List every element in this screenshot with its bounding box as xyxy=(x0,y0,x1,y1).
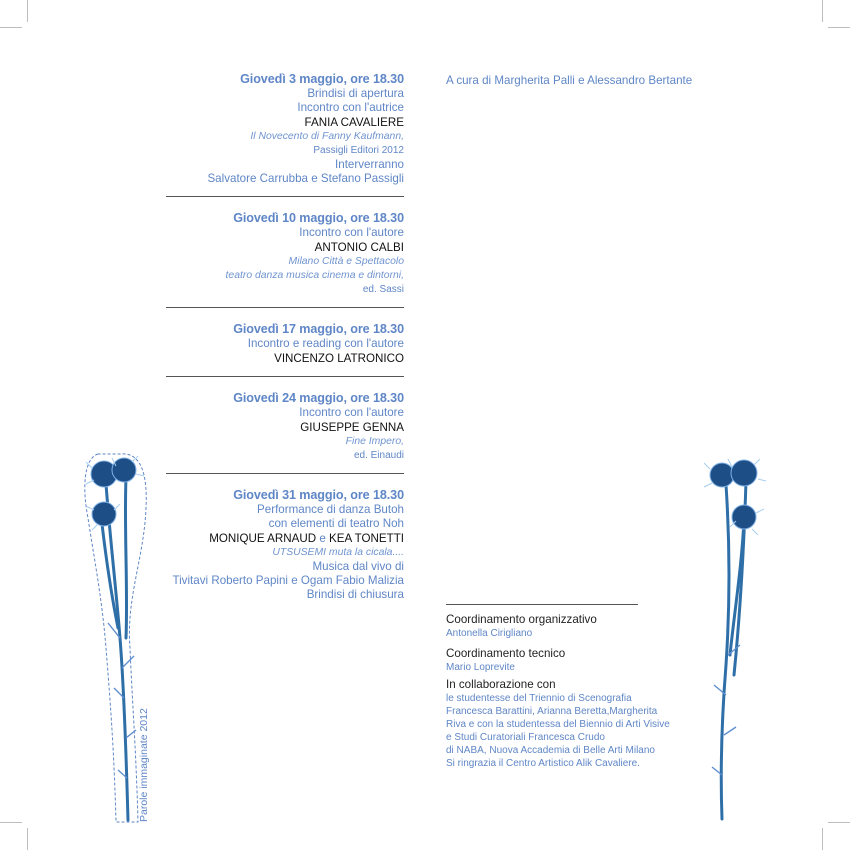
credits-value: Antonella Cirigliano xyxy=(446,628,533,639)
event-separator xyxy=(166,376,404,377)
event-block xyxy=(150,72,404,186)
event-line: ed. Sassi xyxy=(362,284,404,295)
event-line: Incontro con l'autore xyxy=(299,406,404,419)
credits-heading: Coordinamento organizzativo xyxy=(446,613,597,626)
collab-line: Francesca Barattini, Arianna Beretta,Margherita xyxy=(446,706,658,717)
thistle-illustration-left xyxy=(80,448,150,828)
event-line: Milano Città e Spettacolo xyxy=(288,256,404,267)
events-list xyxy=(150,72,404,474)
event-line: Interverranno xyxy=(335,158,404,171)
event-line: con elementi di teatro Noh xyxy=(268,517,404,530)
event-musicians: Tivitavi Roberto Papini e Ogam Fabio Malizia xyxy=(172,574,404,587)
credits-block xyxy=(446,604,736,770)
curated-by: A cura di Margherita Palli e Alessandro Bertante xyxy=(446,74,693,87)
event-line: FANIA CAVALIERE xyxy=(304,116,404,129)
crop-mark xyxy=(822,828,823,850)
vertical-label: Parole immaginate 2012 xyxy=(138,708,150,822)
event-separator xyxy=(166,307,404,308)
performer-name: MONIQUE ARNAUD xyxy=(209,532,317,545)
performer-conjunction: e xyxy=(319,532,326,545)
event-date: Giovedì 24 maggio, ore 18.30 xyxy=(233,391,404,405)
crop-mark xyxy=(0,27,22,28)
crop-mark xyxy=(828,822,850,823)
event-block xyxy=(150,391,404,463)
thistle-illustration-right xyxy=(700,455,770,825)
credits-rule xyxy=(446,604,638,605)
thistle-head xyxy=(91,458,136,526)
event-line: ed. Einaudi xyxy=(353,450,404,461)
credits-heading: Coordinamento tecnico xyxy=(446,647,566,660)
event-date: Giovedì 31 maggio, ore 18.30 xyxy=(233,488,404,502)
event-date: Giovedì 3 maggio, ore 18.30 xyxy=(240,72,404,86)
event-work-title: UTSUSEMI muta la cicala.... xyxy=(272,547,404,558)
event-line: Passigli Editori 2012 xyxy=(313,145,404,156)
crop-mark xyxy=(27,828,28,850)
event-line: GIUSEPPE GENNA xyxy=(300,421,404,434)
event-line: Brindisi di apertura xyxy=(307,87,404,100)
event-line: Incontro e reading con l'autore xyxy=(247,337,404,350)
collab-line: di NABA, Nuova Accademia di Belle Arti Milano xyxy=(446,745,655,756)
crop-mark xyxy=(828,27,850,28)
event-block xyxy=(150,322,404,366)
performer-name: KEA TONETTI xyxy=(329,532,404,545)
event-line: Performance di danza Butoh xyxy=(257,503,404,516)
event-date: Giovedì 10 maggio, ore 18.30 xyxy=(233,211,404,225)
event-line: Salvatore Carrubba e Stefano Passigli xyxy=(207,172,404,185)
event-line: Il Novecento di Fanny Kaufmann, xyxy=(250,131,404,142)
crop-mark xyxy=(0,822,22,823)
collab-line: Si ringrazia il Centro Artistico Alik Cavaliere. xyxy=(446,758,640,769)
event-line: Musica dal vivo di xyxy=(312,560,404,573)
event-line: Brindisi di chiusura xyxy=(306,588,404,601)
collab-line: le studentesse del Triennio di Scenografia xyxy=(446,693,632,704)
event-performers xyxy=(150,531,404,546)
event-line: teatro danza musica cinema e dintorni, xyxy=(225,270,404,281)
event-line: Fine Impero, xyxy=(345,436,404,447)
event-block xyxy=(150,488,404,602)
credits-heading: In collaborazione con xyxy=(446,678,556,691)
crop-mark xyxy=(822,0,823,22)
collab-line: Riva e con la studentessa del Biennio di Arti Visive xyxy=(446,719,670,730)
event-date: Giovedì 17 maggio, ore 18.30 xyxy=(233,322,404,336)
event-line: Incontro con l'autrice xyxy=(297,101,404,114)
events-column xyxy=(150,72,404,602)
thistle-head xyxy=(710,460,757,529)
collab-line: e Studi Curatoriali Francesca Crudo xyxy=(446,732,605,743)
credits-value: Mario Loprevite xyxy=(446,662,515,673)
event-block xyxy=(150,211,404,297)
event-separator xyxy=(166,196,404,197)
event-line: VINCENZO LATRONICO xyxy=(274,352,404,365)
event-line: ANTONIO CALBI xyxy=(314,241,404,254)
event-line: Incontro con l'autore xyxy=(299,226,404,239)
crop-mark xyxy=(27,0,28,22)
event-separator xyxy=(166,473,404,474)
